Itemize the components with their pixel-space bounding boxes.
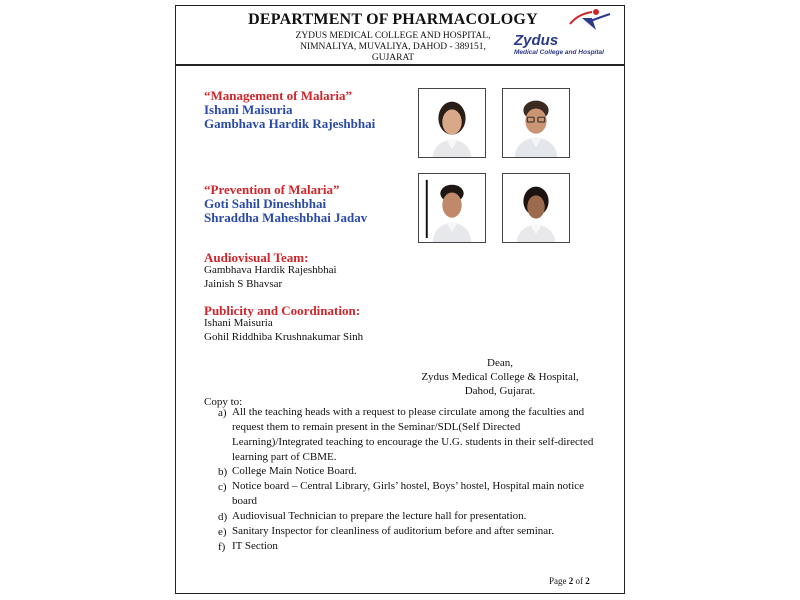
department-title: DEPARTMENT OF PHARMACOLOGY [248,11,538,28]
list-item-label: b) [218,466,228,478]
page-prefix: Page [549,576,567,586]
presenter-name: Shraddha Maheshbhai Jadav [204,210,368,225]
list-item-label: f) [218,541,226,553]
list-item: College Main Notice Board. [232,465,357,477]
logo-subtitle: Medical College and Hospital [514,49,604,56]
signature-line: Dean, [487,357,513,369]
list-item-label: d) [218,511,228,523]
list-item-label: a) [218,407,227,419]
list-item: Notice board – Central Library, Girls’ hostel, Boys’ hostel, Hospital main notice board [232,480,585,507]
address-line-3: GUJARAT [371,53,415,63]
list-item: Audiovisual Technician to prepare the lecture hall for presentation. [232,510,527,522]
address-line-2: NIMNALIYA, MUVALIYA, DAHOD - 389151, [300,42,486,52]
page-number [549,576,590,586]
topic-title-1: “Management of Malaria” [204,88,353,103]
address-line-1: ZYDUS MEDICAL COLLEGE AND HOSPITAL, [295,31,491,41]
presenter-photo [502,88,570,158]
team-member: Jainish S Bhavsar [204,278,283,290]
page-total: 2 [585,576,590,586]
page-of: of [575,576,583,586]
list-item: All the teaching heads with a request to please circulate among the faculties and request them to remain present in the Seminar/SDL(Self Directed Learning)/Integrated teaching to encourage the U.G. students in their self-directed learning part of CBME. [232,406,594,463]
team-member: Ishani Maisuria [204,317,273,329]
logo-name: Zydus [514,32,559,49]
team-member: Gohil Riddhiba Krushnakumar Sinh [204,331,364,343]
presenter-photo [418,88,486,158]
presenter-name: Gambhava Hardik Rajeshbhai [204,116,376,131]
audiovisual-heading: Audiovisual Team: [204,250,309,265]
presenter-name: Ishani Maisuria [204,102,293,117]
signature-line: Dahod, Gujarat. [464,385,536,397]
topic-title-2: “Prevention of Malaria” [204,182,340,197]
team-member: Gambhava Hardik Rajeshbhai [204,264,337,276]
list-item-label: e) [218,526,227,538]
presenter-photo [502,173,570,243]
presenter-name: Goti Sahil Dineshbhai [204,196,327,211]
header-divider [176,64,624,66]
signature-line: Zydus Medical College & Hospital, [421,371,579,383]
list-item-label: c) [218,481,227,493]
publicity-heading: Publicity and Coordination: [204,303,361,318]
page-current: 2 [568,576,574,586]
list-item: Sanitary Inspector for cleanliness of auditorium before and after seminar. [232,525,554,537]
list-item: IT Section [232,540,278,552]
presenter-photo [418,173,486,243]
copy-to-heading: Copy to: [204,396,243,408]
